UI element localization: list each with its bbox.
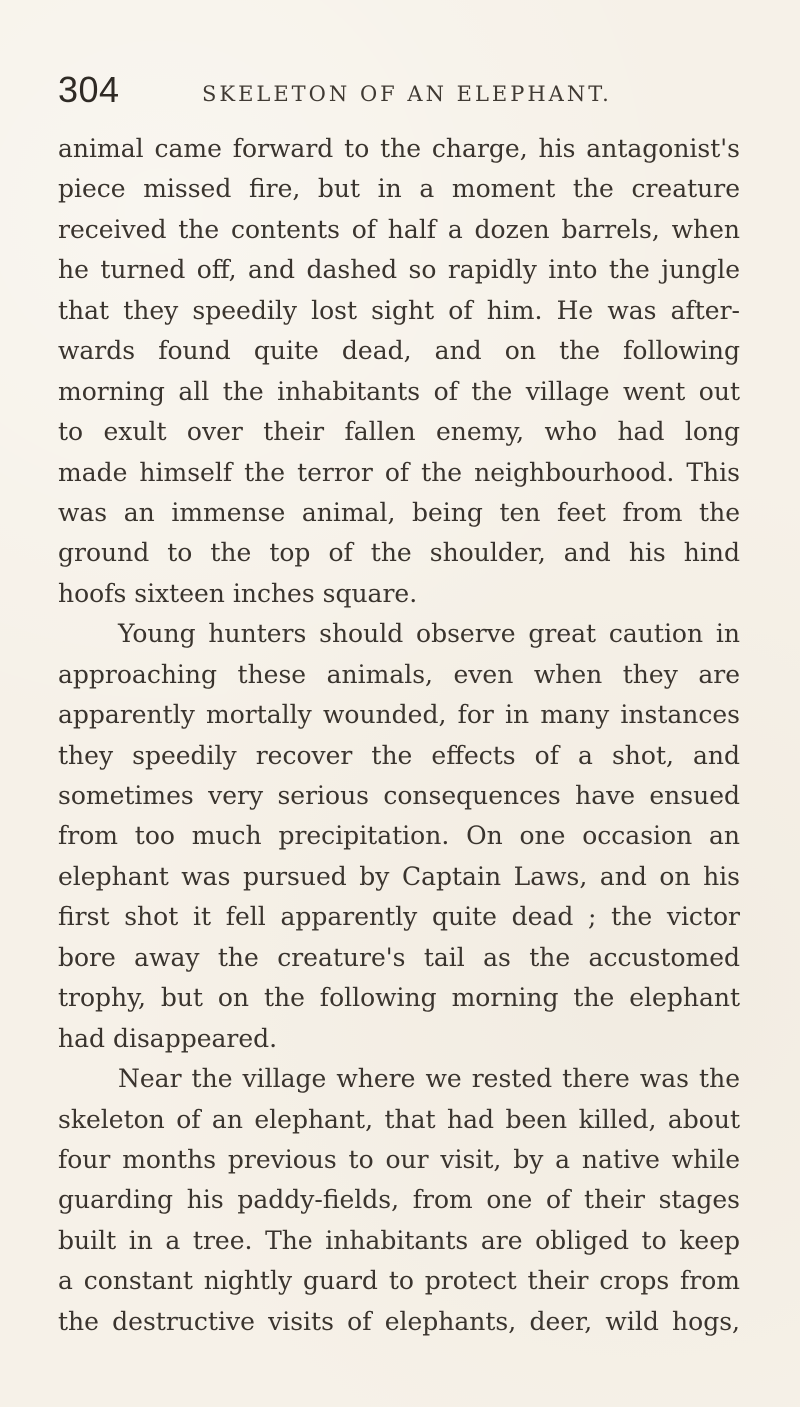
text-line: from too much precipitation. On one occasion an [58, 821, 740, 851]
page-number: 304 [58, 69, 120, 110]
text-line: guarding his paddy-fields, from one of their stages [58, 1185, 740, 1215]
text-line: received the contents of half a dozen barrels, when [58, 214, 740, 244]
running-head: SKELETON OF AN ELEPHANT. [202, 82, 612, 106]
text-line: wards found quite dead, and on the following [58, 336, 740, 366]
text-line: animal came forward to the charge, his antagonist's [58, 134, 740, 163]
text-line: piece missed fire, but in a moment the creature [58, 174, 740, 204]
text-line: bore away the creature's tail as the accustomed [58, 942, 740, 972]
text-line: apparently mortally wounded, for in many instances [58, 700, 740, 730]
text-line: first shot it fell apparently quite dead ; the victor [58, 902, 740, 932]
text-line: morning all the inhabitants of the village went out [58, 376, 740, 406]
text-line: four months previous to our visit, by a native while [58, 1144, 740, 1174]
text-line: that they speedily lost sight of him. He was after- [58, 295, 740, 325]
text-line: trophy, but on the following morning the elephant [58, 983, 740, 1013]
text-line: they speedily recover the effects of a shot, and [58, 740, 740, 770]
text-line: the destructive visits of elephants, deer, wild hogs, [58, 1306, 740, 1336]
body-text [58, 129, 740, 1342]
text-line: hoofs sixteen inches square. [58, 578, 418, 608]
text-line: had disappeared. [58, 1023, 278, 1053]
text-line: ground to the top of the shoulder, and his hind [58, 538, 740, 568]
text-line: Young hunters should observe great caution in [118, 619, 740, 649]
text-line: to exult over their fallen enemy, who had long [58, 417, 740, 447]
text-line: he turned off, and dashed so rapidly into the jungle [58, 255, 740, 285]
text-line: elephant was pursued by Captain Laws, and on his [58, 861, 740, 891]
text-line: was an immense animal, being ten feet from the [58, 497, 740, 527]
text-line: skeleton of an elephant, that had been killed, about [58, 1104, 740, 1134]
text-line: made himself the terror of the neighbourhood. This [58, 457, 740, 487]
text-line: Near the village where we rested there was the [118, 1064, 740, 1094]
text-line: built in a tree. The inhabitants are obliged to keep [58, 1225, 740, 1255]
text-line: sometimes very serious consequences have ensued [58, 781, 740, 810]
text-line: a constant nightly guard to protect their crops from [58, 1266, 740, 1296]
text-line: approaching these animals, even when they are [58, 659, 740, 689]
